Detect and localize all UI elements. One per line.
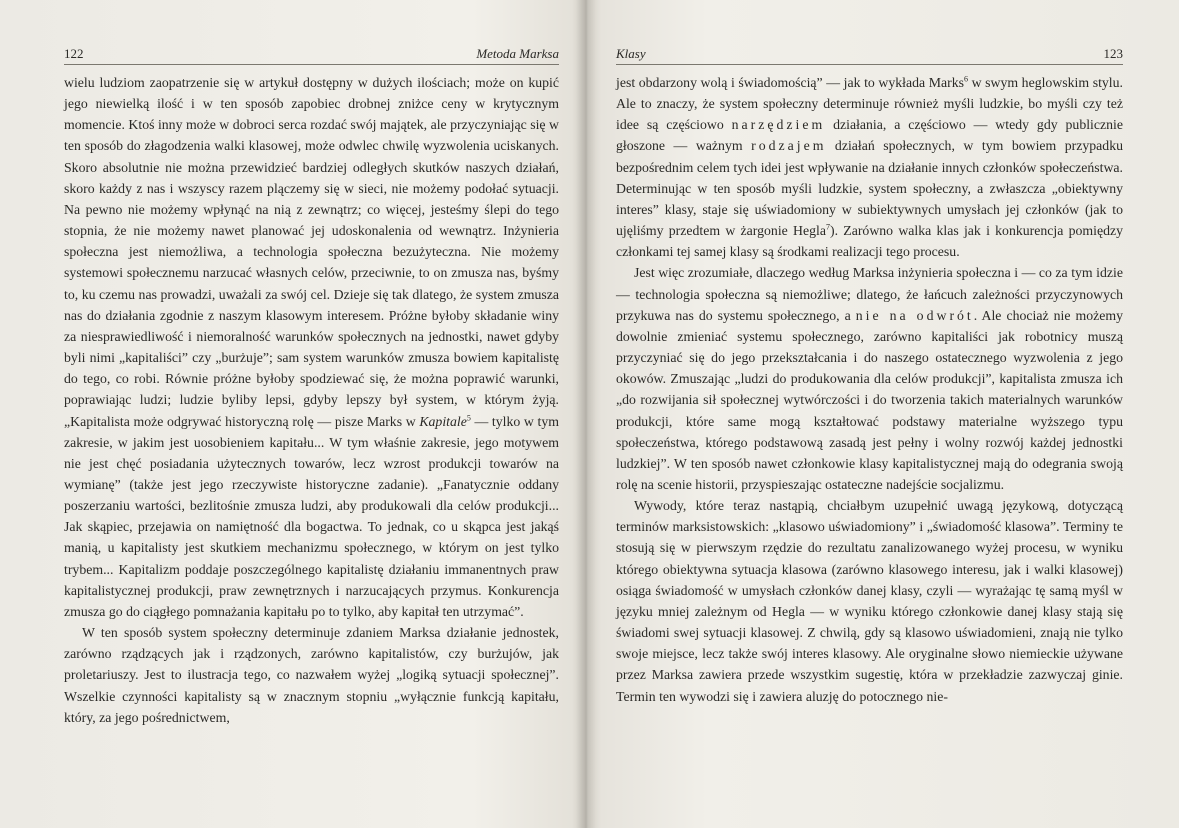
right-header-title: Klasy xyxy=(616,46,646,61)
left-body-text xyxy=(64,72,559,728)
left-page-number: 122 xyxy=(64,46,84,61)
left-paragraph-2: W ten sposób system społeczny determinuje zdaniem Marksa działanie jednostek, zarówno rządzących jak i rządzonych, zarówno kapitalistów, czy burżujów, jak proletariuszy. Jest to ilustracja tego, co nazwałem wyżej „logiką sytuacji społecznej”. Wszelkie czynności kapitalisty są w znacznym stopniu „wyłącznie funkcją kapitału, który, za jego pośrednictwem, xyxy=(64,625,559,725)
right-page-number: 123 xyxy=(1103,46,1123,61)
spaced-nie-na-odwrot: nie na odwrót xyxy=(855,307,974,323)
left-page xyxy=(0,0,585,828)
spaced-rodzajem: rodzajem xyxy=(751,138,827,154)
right-page xyxy=(594,0,1179,828)
kapitale-title: Kapitale xyxy=(419,413,467,429)
footnote-ref-6: 6 xyxy=(963,74,968,84)
right-paragraph-1: jest obdarzony wolą i świadomością” — jak to wykłada Marks$^6$ w swym heglowskim stylu. Ale to znaczy, że system społeczny determinuje również myśli ludzkie, bo myśli czy też idee są częściowo narzędziem działania, a częściowo — wtedy gdy publicznie głoszone — ważnym rodzajem działań społecznych, w tym bowiem przypadku bezpośrednim celem tych idei jest wpływanie na działanie innych członków społeczeństwa. Determinując w ten sposób myśli ludzkie, system społeczny, a zwłaszcza „obiektywny interes” klasy, staje się uświadomiony w subiektywnych umysłach jej członków (jak to ujęliśmy przedtem w żargonie Hegla$^7$). Zarówno walka klas jak i konkurencja pomiędzy członkami tej samej klasy są środkami realizacji tego procesu. xyxy=(616,74,1124,260)
left-running-header xyxy=(64,44,559,65)
footnote-ref-5: 5 xyxy=(466,412,471,422)
right-running-header xyxy=(616,44,1123,65)
left-paragraph-1: wielu ludziom zaopatrzenie się w artykuł dostępny w dużych ilościach; może on kupić jego niewielką ilość i w ten sposób zapobiec drobnej zniżce ceny w krytycznym momencie. Ktoś inny może w dobroci serca rozdać swój majątek, ale przyczyniając się w ten sposób do złagodzenia walki klasowej, może odwlec chwilę wyzwolenia uciskanych. Skoro absolutnie nie można przewidzieć bardziej odległych skutków naszych działań, skoro każdy z nas i wszyscy razem plączemy się w sieci, nie możemy podołać sytuacji. Na pewno nie możemy wpłynąć na nią z zewnątrz; co więcej, jesteśmy ślepi do tego stopnia, że nie możemy nawet planować jej udoskonalenia od wewnątrz. Inżynieria społeczna jest niemożliwa, a technologia społeczna bezużyteczna. Nie możemy systemowi społecznemu narzucać własnych celów, przeciwnie, to on zmusza nas, byśmy to, ku czemu nas prowadzi, uważali za swój cel. Dzieje się tak dlatego, że system zmusza nas do działania zgodnie z naszym klasowym interesem. Próżne byłoby składanie winy za niesprawiedliwość i niemoralność warunków społecznych na jednostki, nawet gdyby byli nimi „kapitaliści” czy „burżuje”; sam system warunków zmusza bowiem kapitalistę do tego, co robi. Równie próżne byłoby spodziewać się, że można poprawić warunki, poprawiając ludzi; ludzie byliby lepsi, gdyby lepszy był system, w którym żyją. „Kapitalista może odgrywać historyczną rolę — pisze Marks w Kapitale$^5$ — tylko w tym zakresie, w jakim jest uosobieniem kapitału... W tym właśnie zakresie, jego motywem nie jest chęć posiadania użytecznych towarów, lecz wzrost produkcji towarów na wymianę” (także jest jego rzeczywiste historyczne zadanie). „Fanatycznie oddany poszerzaniu wartości, bezlitośnie zmusza ludzi, aby produkowali dla celów produkcji... Jak skąpiec, przejawia on namiętność dla bogactwa. To jednak, co u skąpca jest jakąś manią, u kapitalisty jest skutkiem mechanizmu społecznego, w którym on jest tylko trybem... Kapitalizm poddaje poszczególnego kapitalistę działaniu immanentnych praw kapitalistycznej produkcji, praw zewnętrznych i narzucających przymus. Konkurencja zmusza go do ciągłego pomnażania kapitału po to tylko, aby kapitał ten utrzymać”. xyxy=(64,75,559,619)
right-paragraph-3: Wywody, które teraz nastąpią, chciałbym uzupełnić uwagą językową, dotyczącą terminów marksistowskich: „klasowo uświadomiony” i „świadomość klasowa”. Terminy te stosują się w pierwszym rzędzie do rezultatu zanalizowanego wyżej procesu, w wyniku którego obiektywna sytuacja klasowa (zarówno klasowego interesu, jak i walki klasowej) osiąga świadomość w umysłach członków danej klasy, czyli — wyrażając tę samą myśl w języku mniej zależnym od Hegla — w wyniku którego członkowie danej klasy stają się świadomi swej sytuacji klasowej. Z chwilą, gdy są klasowo uświadomieni, znają nie tylko swoje miejsce, lecz także swój interes klasowy. Ale oryginalne słowo niemieckie używane przez Marksa zawiera przede wszystkim sugestię, która w przekładzie zazwyczaj ginie. Termin ten wywodzi się i zawiera aluzję do potocznego nie- xyxy=(616,498,1123,704)
left-header-title: Metoda Marksa xyxy=(476,46,559,61)
right-body-text xyxy=(616,72,1123,707)
right-paragraph-2: Jest więc zrozumiałe, dlaczego według Marksa inżynieria społeczna i — co za tym idzie — technologia społeczna są niemożliwe; dlatego, że łańcuch zależności przyczynowych przykuwa nas do systemu społecznego, a nie na odwrót. Ale chociaż nie możemy dowolnie zmieniać systemu społecznego, zarówno kapitaliści jak robotnicy muszą przyczyniać się do jego przekształcania i do naszego ostatecznego wyzwolenia z jego okowów. Zmuszając „ludzi do produkowania dla celów produkcji”, kapitalista zmusza ich „do rozwijania sił społecznej wytwórczości i do tworzenia takich materialnych warunków produkcji, które same mogą kształtować podstawy materialne wyższego typu społeczeństwa, którego podstawową zasadą jest pełny i wolny rozwój każdej jednostki ludzkiej”. W ten sposób nawet członkowie klasy kapitalistycznej mają do odegrania swoją rolę na scenie historii, przyspieszając ostateczne nadejście socjalizmu. xyxy=(616,265,1123,492)
footnote-ref-7: 7 xyxy=(825,222,830,232)
spaced-narzedziem: narzędziem xyxy=(731,117,826,133)
